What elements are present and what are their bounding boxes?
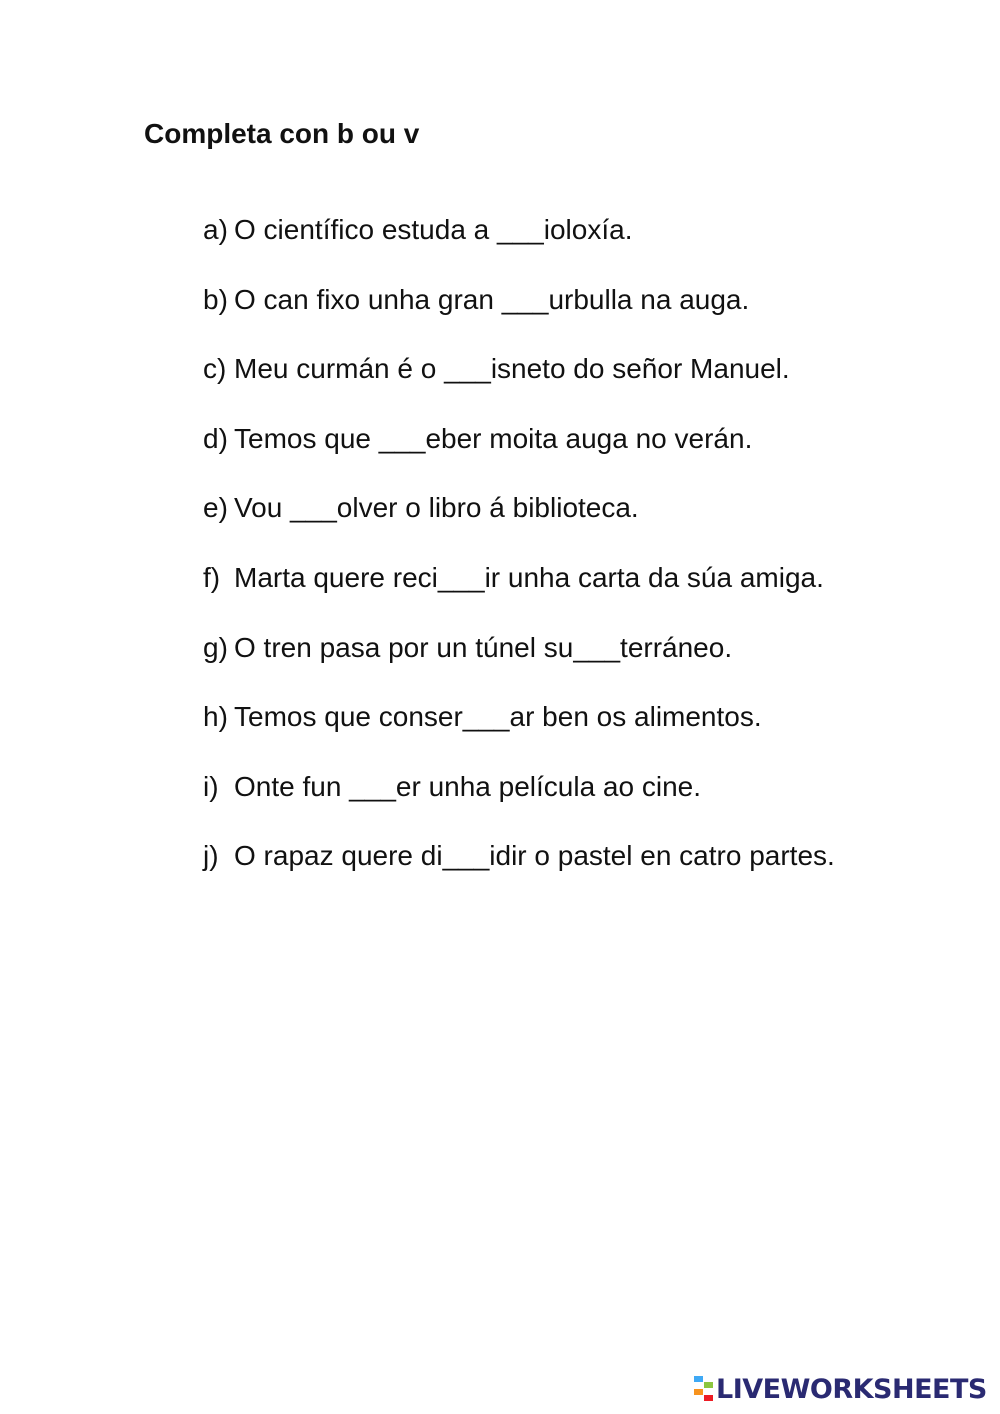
list-item [203,488,835,558]
item-text: Vou ___olver o libro á biblioteca. [234,492,639,524]
list-item [203,697,835,767]
logo-square-3 [694,1389,703,1395]
item-marker: f) [203,561,221,593]
item-marker: a) [203,214,228,245]
item-text: O científico estuda a ___ioloxía. [234,214,633,245]
logo-square-2 [704,1382,713,1388]
item-marker: j) [203,840,219,872]
list-item [203,767,835,837]
item-marker: b) [203,283,228,315]
logo-square-4 [704,1395,713,1401]
item-text: Temos que conser___ar ben os alimentos. [234,701,762,733]
item-text: O rapaz quere di___idir o pastel en catro partes. [234,840,835,872]
liveworksheets-logo [694,1374,987,1404]
exercise-list [203,210,835,906]
list-item [203,349,835,419]
item-text: Onte fun ___er unha película ao cine. [234,770,702,802]
item-marker: i) [203,770,219,802]
item-marker: g) [203,631,228,663]
list-item [203,419,835,489]
liveworksheets-logo-icon [694,1376,714,1402]
item-text: Temos que ___eber moita auga no verán. [234,422,753,454]
item-marker: c) [203,353,227,385]
item-text: O tren pasa por un túnel su___terráneo. [234,631,733,663]
page-title: Completa con b ou v [144,118,420,149]
item-marker: h) [203,701,228,733]
list-item [203,558,835,628]
item-text: Marta quere reci___ir unha carta da súa amiga. [234,561,824,593]
logo-square-1 [694,1376,703,1382]
list-item [203,280,835,350]
item-marker: e) [203,492,228,524]
list-item [203,210,835,280]
item-marker: d) [203,422,228,454]
item-text: O can fixo unha gran ___urbulla na auga. [234,283,750,315]
item-text: Meu curmán é o ___isneto do señor Manuel. [234,353,790,385]
brand-name: LIVEWORKSHEETS [716,1373,987,1405]
list-item [203,628,835,698]
list-item [203,836,835,906]
